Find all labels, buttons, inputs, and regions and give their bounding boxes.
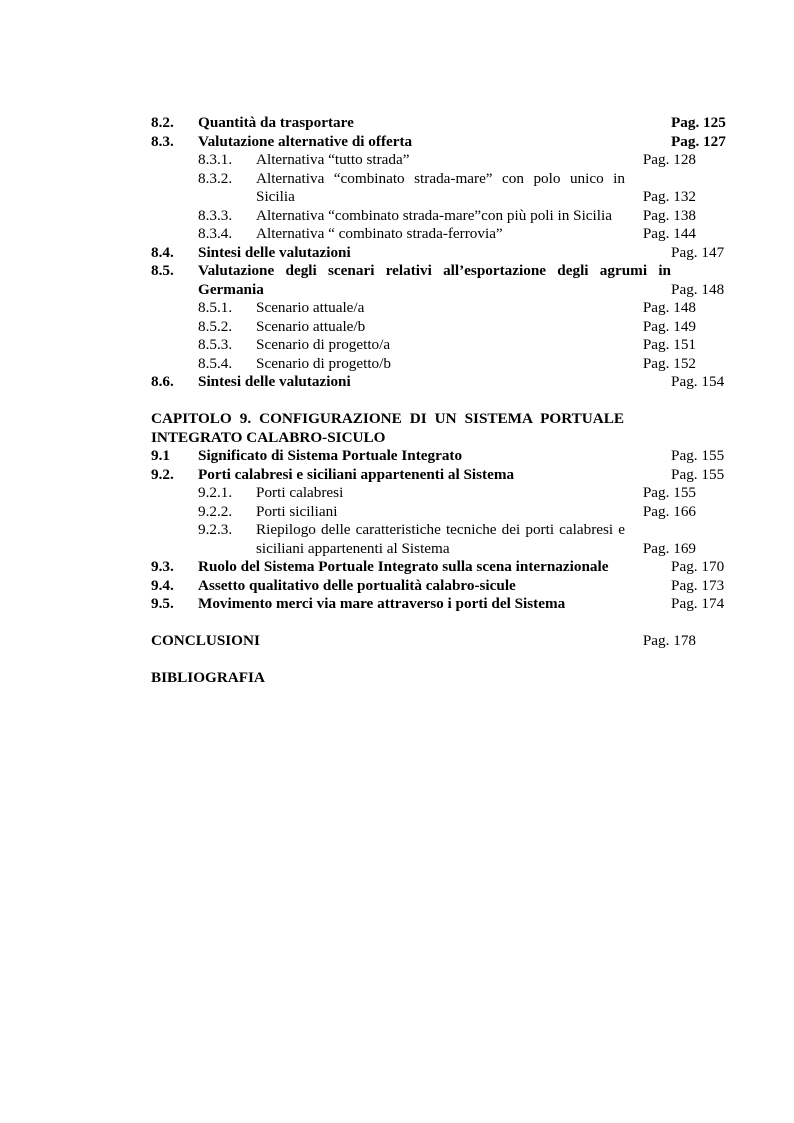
toc-number: 9.2. — [151, 465, 174, 483]
spacer — [151, 392, 696, 411]
toc-page: Pag. 170 — [671, 558, 725, 575]
toc-title: Assetto qualitativo delle portualità calabro-sicule — [198, 576, 516, 594]
toc-entry-8-2[interactable] — [151, 114, 726, 133]
toc-number: 8.5.4. — [198, 354, 233, 372]
toc-entry-9-5[interactable] — [151, 595, 725, 614]
toc-number: 9.4. — [151, 576, 174, 594]
toc-entry-9-2[interactable] — [151, 465, 725, 485]
toc-page: Pag. 144 — [642, 225, 696, 242]
toc-page: Pag. 148 — [642, 299, 696, 316]
toc-number: 9.5. — [151, 595, 174, 612]
toc-number: 9.1 — [151, 447, 170, 464]
toc-title: Alternativa “combinato strada-mare” con polo unico in Sicilia — [256, 169, 625, 205]
toc-title: Ruolo del Sistema Portuale Integrato sulla scena internazionale — [198, 558, 609, 575]
table-of-contents — [151, 114, 726, 688]
toc-page: Pag. 127 — [671, 132, 726, 150]
toc-title: Significato di Sistema Portuale Integrato — [198, 447, 463, 464]
toc-title: Scenario attuale/b — [256, 317, 366, 335]
toc-page: Pag. 149 — [642, 317, 696, 335]
toc-entry-8-3-2[interactable] — [151, 170, 696, 207]
toc-entry-8-5-4[interactable] — [151, 355, 696, 374]
toc-number: 8.5.1. — [198, 299, 233, 316]
toc-number: 9.2.3. — [198, 521, 233, 538]
toc-page: Pag. 169 — [642, 539, 696, 557]
toc-page: Pag. 132 — [642, 188, 696, 205]
toc-entry-9-4[interactable] — [151, 576, 725, 596]
toc-title: Alternativa “ combinato strada-ferrovia” — [256, 225, 503, 242]
toc-entry-9-3[interactable] — [151, 558, 725, 577]
toc-entry-8-5-3[interactable] — [151, 336, 696, 355]
toc-title: Scenario di progetto/a — [256, 336, 391, 353]
toc-title: Porti calabresi — [256, 484, 344, 501]
toc-page: Pag. 151 — [642, 336, 696, 353]
toc-number: 8.3.4. — [198, 225, 233, 242]
toc-title: Valutazione alternative di offerta — [198, 132, 413, 150]
toc-number: 8.4. — [151, 243, 174, 261]
toc-title: Alternativa “combinato strada-mare”con più poli in Sicilia — [256, 206, 612, 224]
toc-entry-9-2-2[interactable] — [151, 503, 696, 522]
toc-number: 8.5.3. — [198, 336, 233, 353]
toc-entry-8-5-1[interactable] — [151, 299, 696, 318]
toc-page: Pag. 154 — [671, 373, 725, 390]
toc-page: Pag. 152 — [642, 354, 696, 372]
toc-number: 8.6. — [151, 373, 174, 390]
toc-page: Pag. 138 — [642, 206, 696, 224]
toc-title: Riepilogo delle caratteristiche tecniche dei porti calabresi e siciliani appartenenti al Sistema — [256, 521, 625, 557]
toc-title: Movimento merci via mare attraverso i porti del Sistema — [198, 595, 566, 612]
toc-page: Pag. 147 — [671, 243, 725, 261]
toc-entry-8-5[interactable] — [151, 262, 725, 299]
toc-page: Pag. 174 — [671, 595, 725, 612]
toc-entry-8-3-1[interactable] — [151, 151, 696, 170]
toc-title: Alternativa “tutto strada” — [256, 151, 410, 168]
toc-entry-9-2-1[interactable] — [151, 484, 696, 503]
toc-number: 8.5.2. — [198, 317, 233, 335]
toc-title: BIBLIOGRAFIA — [151, 669, 265, 686]
toc-number: 8.5. — [151, 262, 174, 279]
toc-number: 8.2. — [151, 114, 174, 131]
toc-entry-8-3-3[interactable] — [151, 207, 696, 226]
toc-number: 9.2.1. — [198, 484, 233, 501]
toc-title: Sintesi delle valutazioni — [198, 243, 351, 261]
spacer — [151, 614, 696, 633]
toc-entry-8-4[interactable] — [151, 243, 725, 263]
toc-entry-8-3[interactable] — [151, 132, 726, 152]
toc-number: 8.3.1. — [198, 151, 233, 168]
toc-title: Porti calabresi e siciliani appartenenti al Sistema — [198, 465, 515, 483]
toc-title: CONCLUSIONI — [151, 632, 260, 649]
toc-title: Scenario attuale/a — [256, 299, 365, 316]
toc-number: 8.3.3. — [198, 206, 233, 224]
toc-number: 8.3. — [151, 132, 174, 150]
toc-entry-bibliografia[interactable] — [151, 669, 696, 688]
toc-page: Pag. 155 — [671, 465, 725, 483]
toc-title: Valutazione degli scenari relativi all’esportazione degli agrumi in Germania — [198, 262, 671, 298]
toc-entry-8-3-4[interactable] — [151, 225, 696, 244]
toc-entry-conclusioni[interactable] — [151, 632, 696, 651]
toc-number: 9.2.2. — [198, 502, 233, 520]
toc-page: Pag. 178 — [642, 632, 696, 649]
toc-entry-8-6[interactable] — [151, 373, 725, 392]
chapter-heading[interactable]: CAPITOLO 9. CONFIGURAZIONE DI UN SISTEMA PORTUALE INTEGRATO CALABRO-SICULO — [151, 410, 624, 446]
toc-title: Quantità da trasportare — [198, 114, 354, 131]
toc-title: Sintesi delle valutazioni — [198, 373, 351, 390]
toc-page: Pag. 155 — [671, 447, 725, 464]
toc-page: Pag. 125 — [671, 114, 726, 131]
toc-title: Scenario di progetto/b — [256, 354, 391, 372]
toc-page: Pag. 148 — [671, 280, 725, 298]
toc-page: Pag. 128 — [642, 151, 696, 168]
toc-page: Pag. 166 — [642, 502, 696, 520]
toc-page: Pag. 173 — [671, 576, 725, 594]
toc-number: 9.3. — [151, 558, 174, 575]
spacer — [151, 651, 696, 670]
toc-page: Pag. 155 — [642, 484, 696, 501]
toc-entry-8-5-2[interactable] — [151, 318, 696, 337]
toc-entry-9-2-3[interactable] — [151, 521, 696, 558]
toc-entry-9-1[interactable] — [151, 447, 725, 466]
toc-number: 8.3.2. — [198, 169, 233, 187]
toc-title: Porti siciliani — [256, 502, 338, 520]
